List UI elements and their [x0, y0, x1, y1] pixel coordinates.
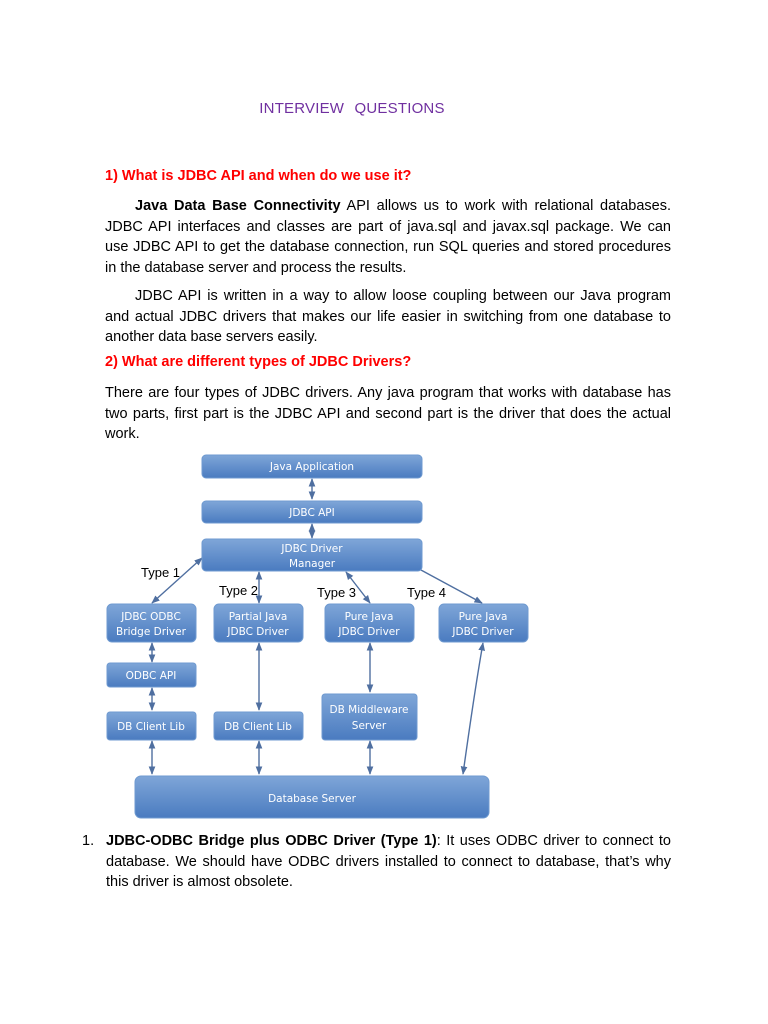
odbc-api-label: ODBC API: [125, 670, 177, 682]
question-2-paragraph-1: There are four types of JDBC drivers. Any java program that works with database has two parts, first part is the JDBC API and second part is the driver that does the actual work.: [105, 385, 671, 442]
bridge-driver-label-line-2: Bridge Driver: [116, 626, 186, 638]
list-item: [78, 831, 671, 893]
question-1-paragraph-2: JDBC API is written in a way to allow loose coupling between our Java program and actual JDBC drivers that makes our life easier in switching from one database to another data base servers easily.: [105, 288, 671, 345]
box-db-client-lib-2: [214, 712, 303, 740]
type-3-label: Type 3: [317, 585, 357, 600]
java-application-label: Java Application: [269, 461, 355, 473]
driver-manager-label-line-2: Manager: [288, 558, 336, 570]
type-1-driver-description: : It uses ODBC driver to connect to database. We should have ODBC drivers installed to connect to database, that’s why this driver is almost obsolete.: [106, 833, 671, 890]
box-java-application: [202, 455, 422, 478]
question-2-heading: 2) What are different types of JDBC Drivers?: [105, 354, 412, 370]
question-1-paragraph-1: [105, 196, 671, 278]
pure-java-4-label-line-1: Pure Java: [458, 611, 508, 623]
question-1-heading: 1) What is JDBC API and when do we use it?: [105, 168, 412, 184]
middleware-label-line-1: DB Middleware: [329, 704, 409, 716]
box-pure-java-driver-type-4: [439, 604, 528, 642]
arrow-pure4-to-database: [463, 643, 483, 774]
driver-manager-label-line-1: JDBC Driver: [281, 543, 343, 555]
box-odbc-api: [107, 663, 196, 687]
middleware-label-line-2: Server: [351, 720, 387, 732]
partial-java-label-line-2: JDBC Driver: [227, 626, 289, 638]
db-client-lib-2-label: DB Client Lib: [224, 721, 292, 733]
bridge-driver-label-line-1: JDBC ODBC: [121, 611, 181, 623]
jdbc-api-label: JDBC API: [289, 507, 335, 519]
type-1-driver-term: JDBC-ODBC Bridge plus ODBC Driver (Type 1): [106, 833, 437, 849]
question-1-paragraph-1-text: API allows us to work with relational databases. JDBC API interfaces and classes are part of java.sql and javax.sql package. We can use JDBC API to get the database connection, run SQL queries and stored procedures in the database server and process the results.: [105, 198, 671, 276]
type-1-label: Type 1: [141, 565, 181, 580]
box-jdbc-driver-manager: [202, 539, 422, 571]
box-db-middleware-server: [322, 694, 417, 740]
pure-java-3-label-line-1: Pure Java: [344, 611, 394, 623]
type-4-label: Type 4: [407, 585, 447, 600]
list-item-number: 1.: [82, 833, 95, 849]
list-item-text: [106, 831, 671, 893]
type-2-label: Type 2: [219, 583, 259, 598]
database-server-label: Database Server: [268, 793, 356, 805]
box-pure-java-driver-type-3: [325, 604, 414, 642]
jdbc-driver-architecture-diagram: [100, 448, 530, 828]
pure-java-3-label-line-2: JDBC Driver: [338, 626, 400, 638]
partial-java-label-line-1: Partial Java: [228, 611, 288, 623]
box-jdbc-api: [202, 501, 422, 523]
box-partial-java-driver: [214, 604, 303, 642]
page-title: INTERVIEW QUESTIONS: [259, 100, 445, 117]
box-db-client-lib-1: [107, 712, 196, 740]
jdbc-term: Java Data Base Connectivity: [135, 198, 341, 214]
box-jdbc-odbc-bridge-driver: [107, 604, 196, 642]
db-client-lib-1-label: DB Client Lib: [117, 721, 185, 733]
pure-java-4-label-line-2: JDBC Driver: [452, 626, 514, 638]
box-database-server: [135, 776, 489, 818]
